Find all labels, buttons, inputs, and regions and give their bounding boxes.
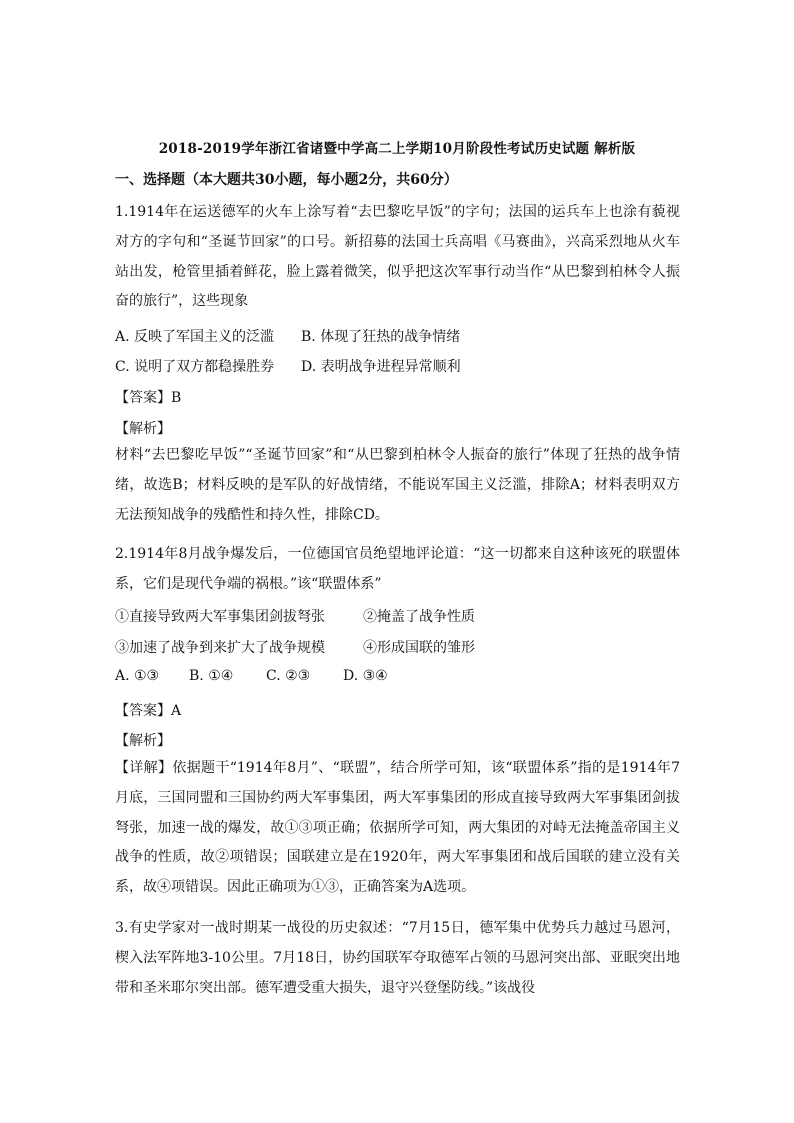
- q1-answer: 【答案】B: [115, 390, 182, 406]
- q1-option-a: A. 反映了军国主义的泛滥: [115, 329, 275, 345]
- q1-analysis: 材料“去巴黎吃早饭”“圣诞节回家”和“从巴黎到柏林令人振奋的旅行”体现了狂热的战争情绪，故选B；材料反映的是军队的好战情绪，不能说军国主义泛滥，排除A；材料表明双方无法预知战争的残酷性和持久性，排除CD。: [115, 447, 680, 523]
- q2-stem: 2.1914年8月战争爆发后，一位德国官员绝望地评论道：“这一切都来自这种该死的联盟体系，它们是现代争端的祸根。”该“联盟体系”: [115, 546, 680, 592]
- q2-analysis: 【详解】依据题干“1914年8月”、“联盟”，结合所学可知，该“联盟体系”指的是1914年7月底，三国同盟和三国协约两大军事集团，两大军事集团的形成直接导致两大军事集团剑拔弩张，加速一战的爆发，故①③项正确；依据所学可知，两大集团的对峙无法掩盖帝国主义战争的性质，故②项错误；国联建立是在1920年，两大军事集团和战后国联的建立没有关系，故④项错误。因此正确项为①③，正确答案为A选项。: [115, 760, 680, 896]
- q2-option-b: B. ①④: [189, 668, 234, 684]
- q2-item-2: ②掩盖了战争性质: [363, 609, 475, 625]
- q1-options-row-2: [115, 356, 461, 376]
- q1-analysis-label: 【解析】: [115, 421, 171, 437]
- page-title: 2018-2019学年浙江省诸暨中学高二上学期10月阶段性考试历史试题 解析版: [158, 141, 636, 157]
- section-heading: 一、选择题（本大题共30小题，每小题2分，共60分）: [115, 172, 458, 188]
- q1-option-b: B. 体现了狂热的战争情绪: [301, 329, 461, 345]
- q1-option-c: C. 说明了双方都稳操胜券: [115, 359, 275, 375]
- q2-item-3: ③加速了战争到来扩大了战争规模: [115, 640, 325, 656]
- q2-item-1: ①直接导致两大军事集团剑拔弩张: [115, 609, 325, 625]
- q2-option-d: D. ③④: [343, 668, 388, 684]
- q2-analysis-label: 【解析】: [115, 733, 171, 749]
- q2-items-row-2: [115, 637, 475, 657]
- q1-stem: 1.1914年在运送德军的火车上涂写着“去巴黎吃早饭”的字句；法国的运兵车上也涂有藐视对方的字句和“圣诞节回家”的口号。新招募的法国士兵高唱《马赛曲》，兴高采烈地从火车站出发，枪管里插着鲜花，脸上露着微笑，似乎把这次军事行动当作“从巴黎到柏林令人振奋的旅行”，这些现象: [115, 204, 680, 310]
- q2-item-4: ④形成国联的雏形: [363, 640, 475, 656]
- q2-options-row: [115, 668, 388, 684]
- q2-option-c: C. ②③: [266, 668, 311, 684]
- q2-option-a: A. ①③: [115, 668, 160, 684]
- q2-answer: 【答案】A: [115, 703, 182, 719]
- q3-stem: 3.有史学家对一战时期某一战役的历史叙述：“7月15日，德军集中优势兵力越过马恩河，楔入法军阵地3-10公里。7月18日，协约国联军夺取德军占领的马恩河突出部、亚眠突出地带和圣米耶尔突出部。德军遭受重大损失，退守兴登堡防线。”该战役: [115, 920, 680, 996]
- q1-options-row-1: [115, 326, 460, 346]
- q2-items-row-1: [115, 606, 475, 626]
- q1-option-d: D. 表明战争进程异常顺利: [301, 359, 461, 375]
